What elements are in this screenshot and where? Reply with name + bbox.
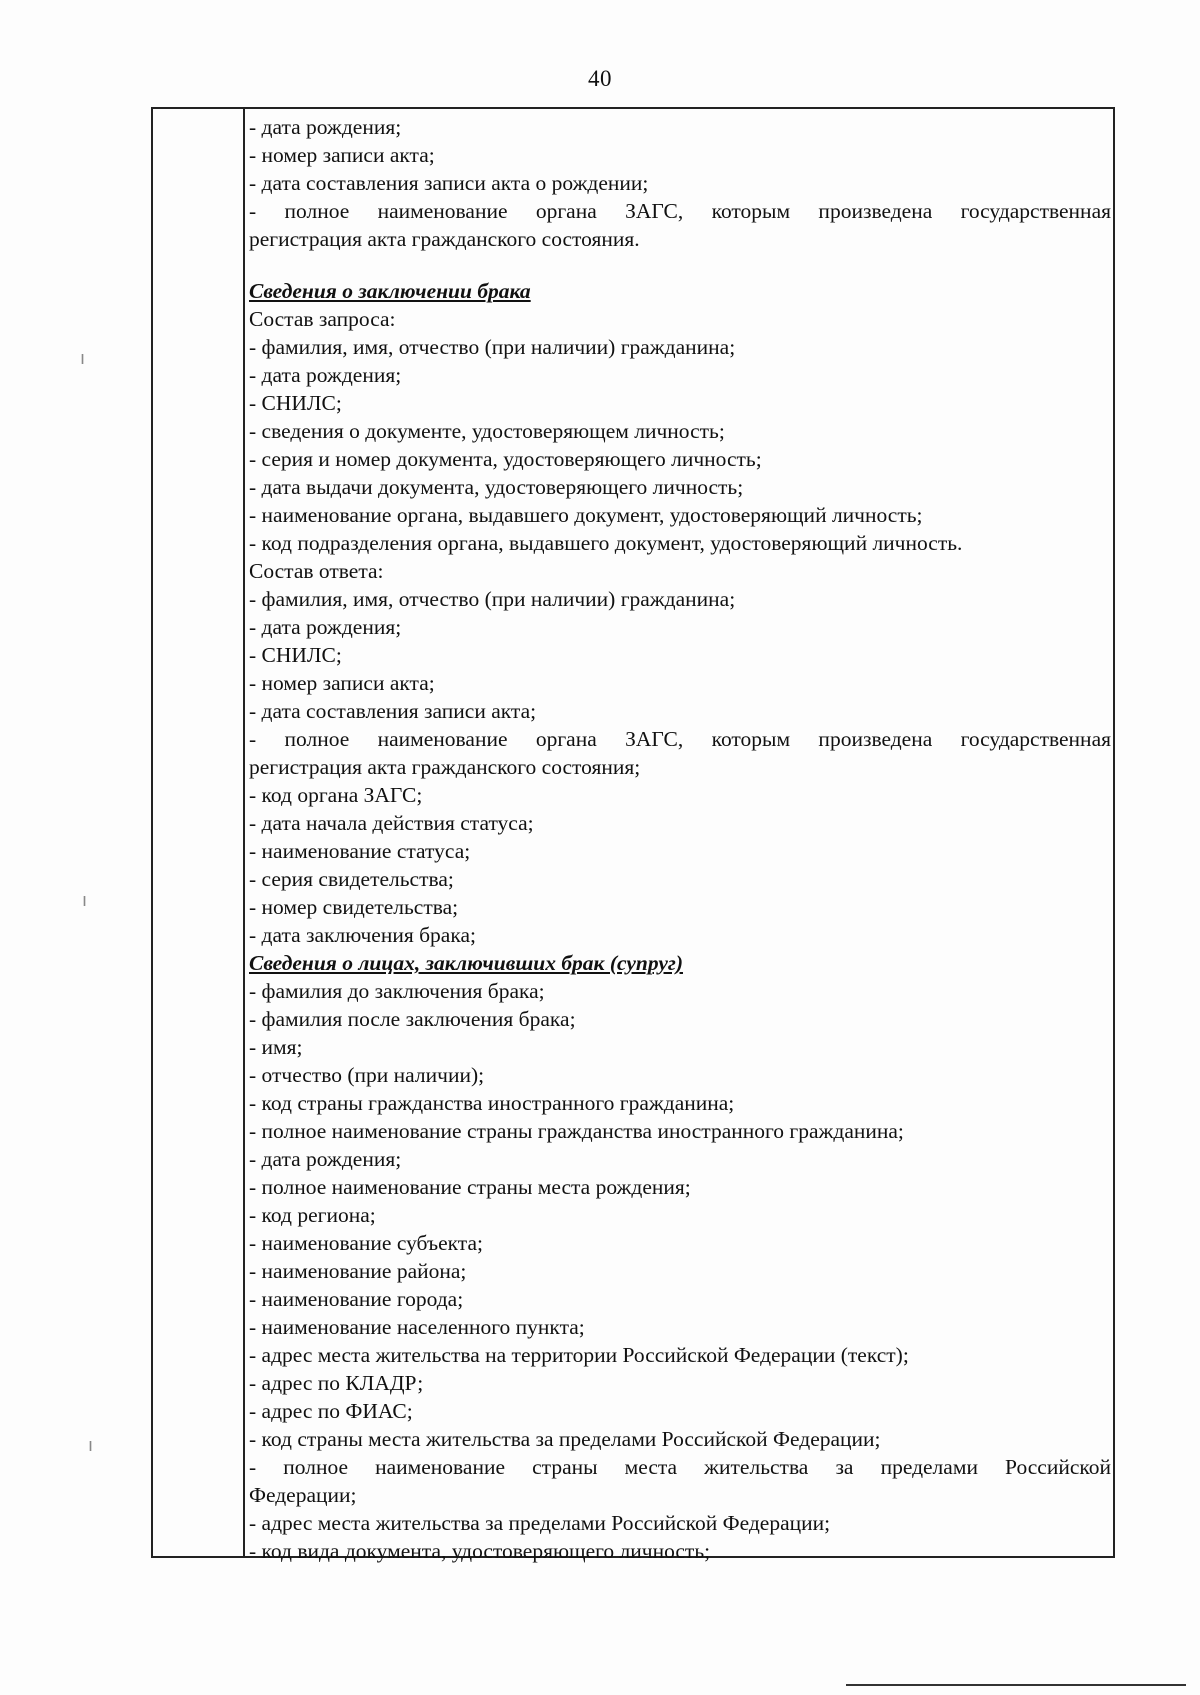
list-item: - наименование города; [249,1287,464,1311]
list-item: - СНИЛС; [249,643,342,667]
list-item: - дата составления записи акта; [249,699,537,723]
margin-mark: ı [88,1435,94,1456]
list-item: - наименование населенного пункта; [249,1315,585,1339]
list-item: - номер свидетельства; [249,895,459,919]
list-item: - дата заключения брака; [249,923,476,947]
section-heading-spouse: Сведения о лицах, заключивших брак (супруг) [249,951,683,975]
list-item: - дата рождения; [249,615,402,639]
list-item: - наименование статуса; [249,839,471,863]
list-item: - адрес места жительства за пределами Российской Федерации; [249,1511,831,1535]
section-heading-marriage: Сведения о заключении брака [249,279,531,303]
list-item: - полное наименование страны места рождения; [249,1175,691,1199]
list-item: - номер записи акта; [249,671,435,695]
table-left-column [153,109,245,1556]
list-item: - серия и номер документа, удостоверяющего личность; [249,447,762,471]
list-item: - код вида документа, удостоверяющего личность; [249,1539,711,1563]
list-item: - код региона; [249,1203,376,1227]
list-item: - номер записи акта; [249,143,435,167]
list-item: - полное наименование органа ЗАГС, которым произведена государственная [249,727,1111,751]
request-label: Состав запроса: [249,307,396,331]
list-item: - СНИЛС; [249,391,342,415]
list-item: - фамилия после заключения брака; [249,1007,576,1031]
list-item: - фамилия, имя, отчество (при наличии) гражданина; [249,587,736,611]
request-list [249,333,1111,557]
page-number: 40 [588,66,612,91]
margin-mark: ı [82,890,88,911]
list-item-continuation: Федерации; [249,1483,357,1507]
list-item: - отчество (при наличии); [249,1063,485,1087]
list-item: - дата составления записи акта о рождении; [249,171,649,195]
response-list [249,585,1111,949]
list-item: - дата выдачи документа, удостоверяющего личность; [249,475,744,499]
list-item: - код страны места жительства за пределами Российской Федерации; [249,1427,881,1451]
list-item: - код органа ЗАГС; [249,783,423,807]
list-item: - код подразделения органа, выдавшего документ, удостоверяющий личность. [249,531,963,555]
spouse-list [249,977,1111,1565]
footer-rule [846,1684,1186,1686]
list-item: - адрес по КЛАДР; [249,1371,424,1395]
response-label: Состав ответа: [249,559,384,583]
list-item: - полное наименование страны места жительства за пределами Российской [249,1455,1111,1479]
list-item: - код страны гражданства иностранного гражданина; [249,1091,735,1115]
list-item: - полное наименование страны гражданства иностранного гражданина; [249,1119,904,1143]
list-item: - дата рождения; [249,363,402,387]
list-item: - наименование органа, выдавшего документ, удостоверяющий личность; [249,503,923,527]
list-item: - наименование района; [249,1259,467,1283]
list-item: - адрес места жительства на территории Российской Федерации (текст); [249,1343,909,1367]
list-item: - дата рождения; [249,1147,402,1171]
list-item-continuation: регистрация акта гражданского состояния. [249,227,640,251]
list-item: - наименование субъекта; [249,1231,483,1255]
list-item: - адрес по ФИАС; [249,1399,413,1423]
document-table [151,107,1115,1563]
list-item: - дата рождения; [249,115,402,139]
list-item: - имя; [249,1035,303,1059]
list-item: - сведения о документе, удостоверяющем личность; [249,419,725,443]
list-item: - фамилия до заключения брака; [249,979,545,1003]
list-item: - полное наименование органа ЗАГС, которым произведена государственная [249,199,1111,223]
table-content-column [249,113,1111,1565]
list-item-continuation: регистрация акта гражданского состояния; [249,755,641,779]
child-record-list [249,113,1111,253]
list-item: - дата начала действия статуса; [249,811,534,835]
list-item: - серия свидетельства; [249,867,454,891]
list-item: - фамилия, имя, отчество (при наличии) гражданина; [249,335,736,359]
margin-mark: ı [80,348,86,369]
